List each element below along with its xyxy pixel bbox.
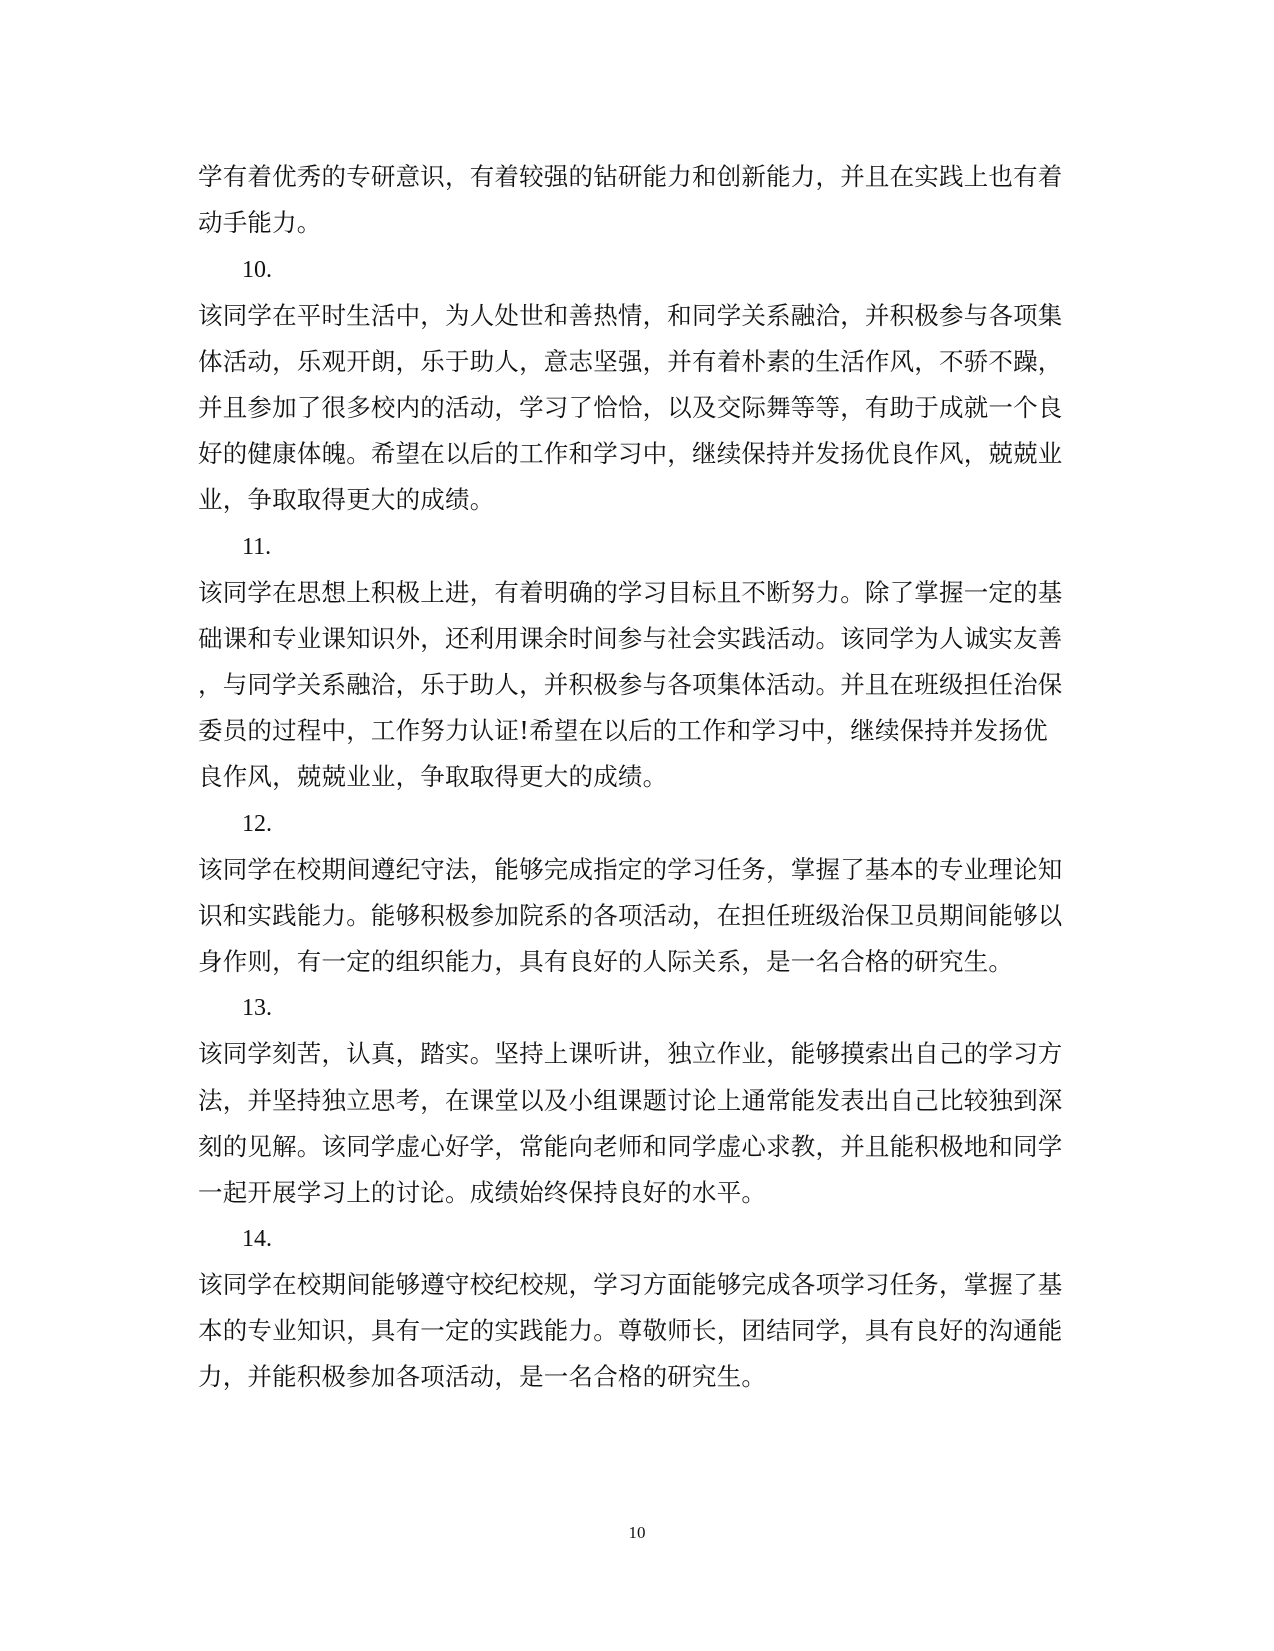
paragraph-line: 委员的过程中，工作努力认证!希望在以后的工作和学习中，继续保持并发扬优 [198, 716, 1048, 745]
paragraph-line: 好的健康体魄。希望在以后的工作和学习中，继续保持并发扬优良作风，兢兢业 [198, 439, 1063, 468]
entry-number: 12. [242, 811, 272, 837]
paragraph-line: 体活动，乐观开朗，乐于助人，意志坚强，并有着朴素的生活作风，不骄不躁， [198, 347, 1063, 376]
paragraph-line: 该同学在校期间遵纪守法，能够完成指定的学习任务，掌握了基本的专业理论知 [198, 855, 1063, 884]
paragraph-line: 动手能力。 [198, 208, 322, 237]
paragraph-line: 学有着优秀的专研意识，有着较强的钻研能力和创新能力，并且在实践上也有着 [198, 162, 1063, 191]
paragraph-line: ，与同学关系融洽，乐于助人，并积极参与各项集体活动。并且在班级担任治保 [198, 670, 1063, 699]
paragraph-line: 该同学在平时生活中，为人处世和善热情，和同学关系融洽，并积极参与各项集 [198, 301, 1063, 330]
paragraph-line: 础课和专业课知识外，还利用课余时间参与社会实践活动。该同学为人诚实友善 [198, 624, 1063, 653]
paragraph-line: 并且参加了很多校内的活动，学习了恰恰，以及交际舞等等，有助于成就一个良 [198, 393, 1063, 422]
paragraph-line: 该同学在思想上积极上进，有着明确的学习目标且不断努力。除了掌握一定的基 [198, 578, 1063, 607]
paragraph-line: 身作则，有一定的组织能力，具有良好的人际关系，是一名合格的研究生。 [198, 947, 1014, 976]
entry-number: 14. [242, 1226, 272, 1252]
page-number: 10 [628, 1523, 646, 1542]
paragraph-line: 该同学刻苦，认真，踏实。坚持上课听讲，独立作业，能够摸索出自己的学习方 [198, 1039, 1063, 1068]
entry-number: 13. [242, 995, 272, 1021]
paragraph-line: 力，并能积极参加各项活动，是一名合格的研究生。 [198, 1362, 767, 1391]
paragraph-line: 良作风，兢兢业业，争取取得更大的成绩。 [198, 762, 668, 791]
paragraph-line: 业，争取取得更大的成绩。 [198, 485, 495, 514]
paragraph-line: 刻的见解。该同学虚心好学，常能向老师和同学虚心求教，并且能积极地和同学 [198, 1132, 1063, 1161]
paragraph-line: 识和实践能力。能够积极参加院系的各项活动，在担任班级治保卫员期间能够以 [198, 901, 1063, 930]
paragraph-line: 该同学在校期间能够遵守校纪校规，学习方面能够完成各项学习任务，掌握了基 [198, 1270, 1063, 1299]
paragraph-line: 一起开展学习上的讨论。成绩始终保持良好的水平。 [198, 1178, 767, 1207]
paragraph-line: 法，并坚持独立思考，在课堂以及小组课题讨论上通常能发表出自己比较独到深 [198, 1086, 1063, 1115]
paragraph-line: 本的专业知识，具有一定的实践能力。尊敬师长，团结同学，具有良好的沟通能 [198, 1316, 1063, 1345]
entry-number: 10. [242, 257, 272, 283]
entry-number: 11. [242, 534, 272, 560]
